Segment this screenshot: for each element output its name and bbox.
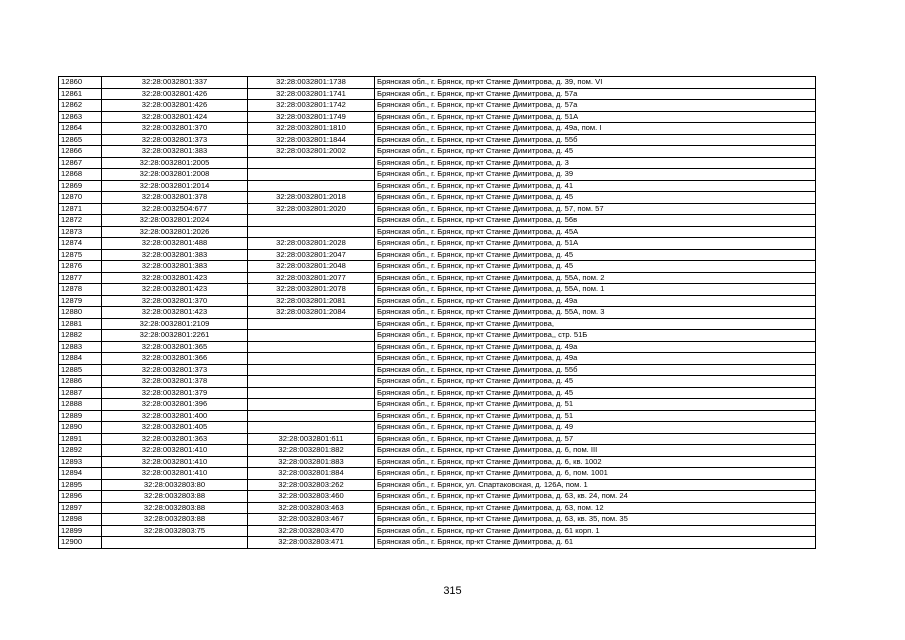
address-cell: Брянская обл., г. Брянск, пр-кт Станке Димитрова, д. 49а <box>375 295 816 307</box>
address-cell: Брянская обл., г. Брянск, пр-кт Станке Димитрова, д. 45 <box>375 146 816 158</box>
object-cadastral-number-cell <box>248 387 375 399</box>
table-row <box>59 387 816 399</box>
row-number-cell: 12881 <box>59 318 102 330</box>
object-cadastral-number-cell: 32:28:0032801:1742 <box>248 100 375 112</box>
object-cadastral-number-cell <box>248 169 375 181</box>
cadastral-number-cell <box>102 537 248 549</box>
table-row <box>59 295 816 307</box>
row-number-cell: 12872 <box>59 215 102 227</box>
page-number: 315 <box>443 585 462 597</box>
cadastral-number-cell: 32:28:0032801:2008 <box>102 169 248 181</box>
table-row <box>59 123 816 135</box>
object-cadastral-number-cell: 32:28:0032801:1749 <box>248 111 375 123</box>
cadastral-number-cell: 32:28:0032803:75 <box>102 525 248 537</box>
cadastral-number-cell: 32:28:0032801:2261 <box>102 330 248 342</box>
address-cell: Брянская обл., г. Брянск, пр-кт Станке Димитрова,, стр. 51Б <box>375 330 816 342</box>
cadastral-number-cell: 32:28:0032801:378 <box>102 376 248 388</box>
address-cell: Брянская обл., г. Брянск, пр-кт Станке Димитрова, д. 51А <box>375 111 816 123</box>
row-number-cell: 12900 <box>59 537 102 549</box>
cadastral-number-cell: 32:28:0032801:410 <box>102 468 248 480</box>
address-cell: Брянская обл., г. Брянск, пр-кт Станке Димитрова, д. 56в <box>375 215 816 227</box>
object-cadastral-number-cell <box>248 341 375 353</box>
registry-table <box>58 76 816 549</box>
address-cell: Брянская обл., г. Брянск, пр-кт Станке Димитрова, д. 57а <box>375 88 816 100</box>
address-cell: Брянская обл., г. Брянск, пр-кт Станке Димитрова, д. 6, пом. III <box>375 445 816 457</box>
table-row <box>59 330 816 342</box>
row-number-cell: 12898 <box>59 514 102 526</box>
cadastral-number-cell: 32:28:0032801:410 <box>102 445 248 457</box>
address-cell: Брянская обл., г. Брянск, пр-кт Станке Димитрова, д. 57а <box>375 100 816 112</box>
cadastral-number-cell: 32:28:0032801:378 <box>102 192 248 204</box>
cadastral-number-cell: 32:28:0032803:88 <box>102 491 248 503</box>
cadastral-number-cell: 32:28:0032801:400 <box>102 410 248 422</box>
address-cell: Брянская обл., г. Брянск, пр-кт Станке Димитрова, д. 49а, пом. I <box>375 123 816 135</box>
table-row <box>59 376 816 388</box>
table-row <box>59 146 816 158</box>
object-cadastral-number-cell: 32:28:0032801:2048 <box>248 261 375 273</box>
cadastral-number-cell: 32:28:0032801:383 <box>102 146 248 158</box>
row-number-cell: 12863 <box>59 111 102 123</box>
table-row <box>59 318 816 330</box>
row-number-cell: 12884 <box>59 353 102 365</box>
table-row <box>59 353 816 365</box>
object-cadastral-number-cell: 32:28:0032801:884 <box>248 468 375 480</box>
object-cadastral-number-cell: 32:28:0032801:2078 <box>248 284 375 296</box>
table-row <box>59 192 816 204</box>
address-cell: Брянская обл., г. Брянск, пр-кт Станке Димитрова, д. 63, пом. 12 <box>375 502 816 514</box>
object-cadastral-number-cell <box>248 364 375 376</box>
address-cell: Брянская обл., г. Брянск, пр-кт Станке Димитрова, д. 49 <box>375 422 816 434</box>
table-row <box>59 307 816 319</box>
address-cell: Брянская обл., г. Брянск, пр-кт Станке Димитрова, д. 39 <box>375 169 816 181</box>
table-row <box>59 180 816 192</box>
cadastral-number-cell: 32:28:0032801:410 <box>102 456 248 468</box>
row-number-cell: 12879 <box>59 295 102 307</box>
object-cadastral-number-cell <box>248 410 375 422</box>
row-number-cell: 12871 <box>59 203 102 215</box>
address-cell: Брянская обл., г. Брянск, пр-кт Станке Димитрова, д. 55б <box>375 134 816 146</box>
object-cadastral-number-cell: 32:28:0032801:1741 <box>248 88 375 100</box>
table-row <box>59 364 816 376</box>
cadastral-number-cell: 32:28:0032801:2109 <box>102 318 248 330</box>
cadastral-number-cell: 32:28:0032801:488 <box>102 238 248 250</box>
table-row <box>59 134 816 146</box>
address-cell: Брянская обл., г. Брянск, пр-кт Станке Димитрова, д. 51А <box>375 238 816 250</box>
table-row <box>59 88 816 100</box>
table-row <box>59 261 816 273</box>
object-cadastral-number-cell: 32:28:0032801:2047 <box>248 249 375 261</box>
address-cell: Брянская обл., г. Брянск, пр-кт Станке Димитрова, д. 39, пом. VI <box>375 77 816 89</box>
address-cell: Брянская обл., г. Брянск, пр-кт Станке Димитрова, д. 63, кв. 24, пом. 24 <box>375 491 816 503</box>
cadastral-number-cell: 32:28:0032801:337 <box>102 77 248 89</box>
object-cadastral-number-cell: 32:28:0032803:463 <box>248 502 375 514</box>
row-number-cell: 12875 <box>59 249 102 261</box>
object-cadastral-number-cell <box>248 376 375 388</box>
object-cadastral-number-cell <box>248 422 375 434</box>
row-number-cell: 12860 <box>59 77 102 89</box>
object-cadastral-number-cell: 32:28:0032801:611 <box>248 433 375 445</box>
row-number-cell: 12899 <box>59 525 102 537</box>
table-row <box>59 479 816 491</box>
table-row <box>59 456 816 468</box>
cadastral-number-cell: 32:28:0032801:2014 <box>102 180 248 192</box>
row-number-cell: 12893 <box>59 456 102 468</box>
cadastral-number-cell: 32:28:0032801:405 <box>102 422 248 434</box>
row-number-cell: 12895 <box>59 479 102 491</box>
row-number-cell: 12886 <box>59 376 102 388</box>
object-cadastral-number-cell: 32:28:0032801:1738 <box>248 77 375 89</box>
row-number-cell: 12887 <box>59 387 102 399</box>
cadastral-number-cell: 32:28:0032801:379 <box>102 387 248 399</box>
object-cadastral-number-cell: 32:28:0032801:2028 <box>248 238 375 250</box>
table-row <box>59 157 816 169</box>
object-cadastral-number-cell <box>248 157 375 169</box>
row-number-cell: 12897 <box>59 502 102 514</box>
cadastral-number-cell: 32:28:0032801:365 <box>102 341 248 353</box>
row-number-cell: 12876 <box>59 261 102 273</box>
cadastral-number-cell: 32:28:0032801:373 <box>102 364 248 376</box>
cadastral-number-cell: 32:28:0032801:370 <box>102 295 248 307</box>
row-number-cell: 12889 <box>59 410 102 422</box>
object-cadastral-number-cell: 32:28:0032801:2018 <box>248 192 375 204</box>
object-cadastral-number-cell: 32:28:0032801:1844 <box>248 134 375 146</box>
table-row <box>59 422 816 434</box>
address-cell: Брянская обл., г. Брянск, ул. Спартаковская, д. 126А, пом. 1 <box>375 479 816 491</box>
table-row <box>59 249 816 261</box>
row-number-cell: 12864 <box>59 123 102 135</box>
address-cell: Брянская обл., г. Брянск, пр-кт Станке Димитрова, д. 6, кв. 1002 <box>375 456 816 468</box>
table-row <box>59 272 816 284</box>
address-cell: Брянская обл., г. Брянск, пр-кт Станке Димитрова, д. 51 <box>375 399 816 411</box>
cadastral-number-cell: 32:28:0032801:2026 <box>102 226 248 238</box>
cadastral-number-cell: 32:28:0032801:424 <box>102 111 248 123</box>
address-cell: Брянская обл., г. Брянск, пр-кт Станке Димитрова, д. 45 <box>375 249 816 261</box>
table-row <box>59 445 816 457</box>
row-number-cell: 12867 <box>59 157 102 169</box>
row-number-cell: 12861 <box>59 88 102 100</box>
address-cell: Брянская обл., г. Брянск, пр-кт Станке Димитрова, д. 61 <box>375 537 816 549</box>
table-row <box>59 491 816 503</box>
cadastral-number-cell: 32:28:0032801:2024 <box>102 215 248 227</box>
address-cell: Брянская обл., г. Брянск, пр-кт Станке Димитрова, <box>375 318 816 330</box>
table-row <box>59 169 816 181</box>
cadastral-number-cell: 32:28:0032803:80 <box>102 479 248 491</box>
row-number-cell: 12896 <box>59 491 102 503</box>
table-row <box>59 215 816 227</box>
table-row <box>59 284 816 296</box>
object-cadastral-number-cell: 32:28:0032801:2081 <box>248 295 375 307</box>
object-cadastral-number-cell: 32:28:0032801:2084 <box>248 307 375 319</box>
row-number-cell: 12866 <box>59 146 102 158</box>
address-cell: Брянская обл., г. Брянск, пр-кт Станке Димитрова, д. 45 <box>375 261 816 273</box>
table-row <box>59 410 816 422</box>
cadastral-number-cell: 32:28:0032801:383 <box>102 249 248 261</box>
cadastral-number-cell: 32:28:0032801:423 <box>102 307 248 319</box>
address-cell: Брянская обл., г. Брянск, пр-кт Станке Димитрова, д. 55А, пом. 2 <box>375 272 816 284</box>
row-number-cell: 12870 <box>59 192 102 204</box>
address-cell: Брянская обл., г. Брянск, пр-кт Станке Димитрова, д. 49а <box>375 353 816 365</box>
object-cadastral-number-cell <box>248 226 375 238</box>
object-cadastral-number-cell <box>248 399 375 411</box>
object-cadastral-number-cell: 32:28:0032801:2020 <box>248 203 375 215</box>
object-cadastral-number-cell: 32:28:0032803:460 <box>248 491 375 503</box>
table-row <box>59 537 816 549</box>
table-row <box>59 502 816 514</box>
row-number-cell: 12865 <box>59 134 102 146</box>
cadastral-number-cell: 32:28:0032801:370 <box>102 123 248 135</box>
row-number-cell: 12878 <box>59 284 102 296</box>
cadastral-number-cell: 32:28:0032801:383 <box>102 261 248 273</box>
cadastral-number-cell: 32:28:0032801:366 <box>102 353 248 365</box>
table-row <box>59 111 816 123</box>
object-cadastral-number-cell: 32:28:0032803:467 <box>248 514 375 526</box>
row-number-cell: 12883 <box>59 341 102 353</box>
address-cell: Брянская обл., г. Брянск, пр-кт Станке Димитрова, д. 6, пом. 1001 <box>375 468 816 480</box>
cadastral-number-cell: 32:28:0032803:88 <box>102 502 248 514</box>
cadastral-number-cell: 32:28:0032801:423 <box>102 272 248 284</box>
address-cell: Брянская обл., г. Брянск, пр-кт Станке Димитрова, д. 57 <box>375 433 816 445</box>
table-row <box>59 468 816 480</box>
table-row <box>59 525 816 537</box>
row-number-cell: 12882 <box>59 330 102 342</box>
object-cadastral-number-cell: 32:28:0032803:471 <box>248 537 375 549</box>
object-cadastral-number-cell: 32:28:0032801:1810 <box>248 123 375 135</box>
row-number-cell: 12869 <box>59 180 102 192</box>
address-cell: Брянская обл., г. Брянск, пр-кт Станке Димитрова, д. 61 корп. 1 <box>375 525 816 537</box>
object-cadastral-number-cell: 32:28:0032803:262 <box>248 479 375 491</box>
table-row <box>59 238 816 250</box>
table-row <box>59 203 816 215</box>
row-number-cell: 12880 <box>59 307 102 319</box>
address-cell: Брянская обл., г. Брянск, пр-кт Станке Димитрова, д. 3 <box>375 157 816 169</box>
address-cell: Брянская обл., г. Брянск, пр-кт Станке Димитрова, д. 41 <box>375 180 816 192</box>
cadastral-number-cell: 32:28:0032801:426 <box>102 88 248 100</box>
cadastral-number-cell: 32:28:0032801:363 <box>102 433 248 445</box>
cadastral-number-cell: 32:28:0032801:426 <box>102 100 248 112</box>
address-cell: Брянская обл., г. Брянск, пр-кт Станке Димитрова, д. 45 <box>375 192 816 204</box>
object-cadastral-number-cell <box>248 215 375 227</box>
cadastral-number-cell: 32:28:0032801:373 <box>102 134 248 146</box>
address-cell: Брянская обл., г. Брянск, пр-кт Станке Димитрова, д. 45 <box>375 387 816 399</box>
cadastral-number-cell: 32:28:0032801:396 <box>102 399 248 411</box>
table-row <box>59 433 816 445</box>
table-row <box>59 100 816 112</box>
cadastral-number-cell: 32:28:0032801:2005 <box>102 157 248 169</box>
row-number-cell: 12874 <box>59 238 102 250</box>
cadastral-number-cell: 32:28:0032504:677 <box>102 203 248 215</box>
row-number-cell: 12890 <box>59 422 102 434</box>
object-cadastral-number-cell: 32:28:0032803:470 <box>248 525 375 537</box>
row-number-cell: 12862 <box>59 100 102 112</box>
cadastral-number-cell: 32:28:0032801:423 <box>102 284 248 296</box>
address-cell: Брянская обл., г. Брянск, пр-кт Станке Димитрова, д. 51 <box>375 410 816 422</box>
table-row <box>59 77 816 89</box>
row-number-cell: 12888 <box>59 399 102 411</box>
object-cadastral-number-cell <box>248 180 375 192</box>
table-row <box>59 514 816 526</box>
address-cell: Брянская обл., г. Брянск, пр-кт Станке Димитрова, д. 45 <box>375 376 816 388</box>
row-number-cell: 12891 <box>59 433 102 445</box>
object-cadastral-number-cell: 32:28:0032801:2002 <box>248 146 375 158</box>
object-cadastral-number-cell: 32:28:0032801:883 <box>248 456 375 468</box>
row-number-cell: 12873 <box>59 226 102 238</box>
cadastral-number-cell: 32:28:0032803:88 <box>102 514 248 526</box>
object-cadastral-number-cell <box>248 318 375 330</box>
address-cell: Брянская обл., г. Брянск, пр-кт Станке Димитрова, д. 55А, пом. 1 <box>375 284 816 296</box>
address-cell: Брянская обл., г. Брянск, пр-кт Станке Димитрова, д. 45А <box>375 226 816 238</box>
row-number-cell: 12885 <box>59 364 102 376</box>
row-number-cell: 12868 <box>59 169 102 181</box>
table-row <box>59 226 816 238</box>
address-cell: Брянская обл., г. Брянск, пр-кт Станке Димитрова, д. 55б <box>375 364 816 376</box>
address-cell: Брянская обл., г. Брянск, пр-кт Станке Димитрова, д. 63, кв. 35, пом. 35 <box>375 514 816 526</box>
object-cadastral-number-cell <box>248 330 375 342</box>
object-cadastral-number-cell: 32:28:0032801:882 <box>248 445 375 457</box>
object-cadastral-number-cell: 32:28:0032801:2077 <box>248 272 375 284</box>
registry-table-body <box>59 77 816 549</box>
address-cell: Брянская обл., г. Брянск, пр-кт Станке Димитрова, д. 55А, пом. 3 <box>375 307 816 319</box>
table-row <box>59 399 816 411</box>
row-number-cell: 12894 <box>59 468 102 480</box>
object-cadastral-number-cell <box>248 353 375 365</box>
address-cell: Брянская обл., г. Брянск, пр-кт Станке Димитрова, д. 57, пом. 57 <box>375 203 816 215</box>
row-number-cell: 12877 <box>59 272 102 284</box>
table-row <box>59 341 816 353</box>
row-number-cell: 12892 <box>59 445 102 457</box>
address-cell: Брянская обл., г. Брянск, пр-кт Станке Димитрова, д. 49а <box>375 341 816 353</box>
